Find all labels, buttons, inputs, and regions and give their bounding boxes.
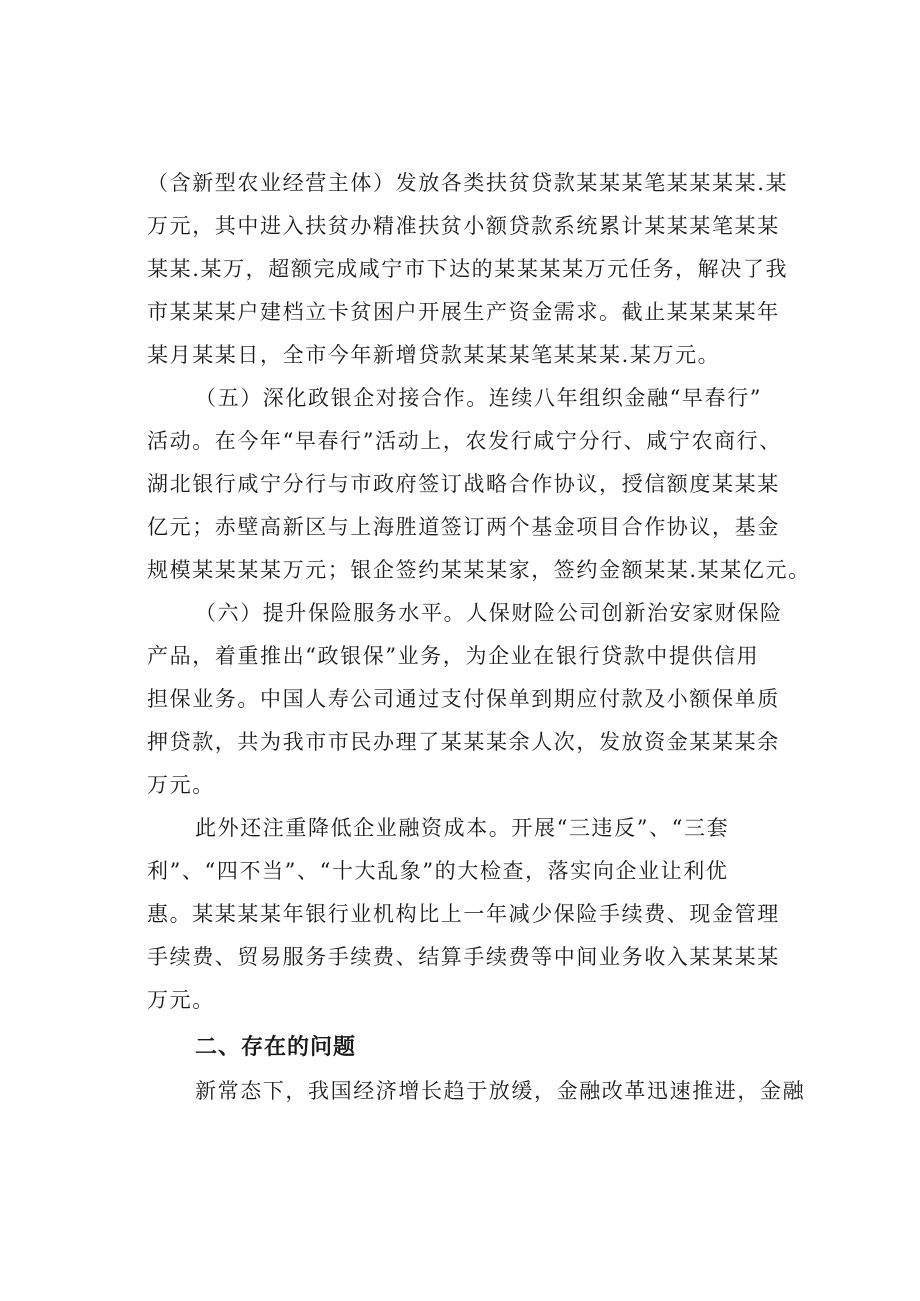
paragraph-line: 万元。 [147,988,215,1012]
paragraph-line: （含新型农业经营主体）发放各类扶贫贷款某某某笔某某某某.某 [147,171,789,195]
paragraph-line: 湖北银行咸宁分行与市政府签订战略合作协议，授信额度某某某 [147,472,780,496]
paragraph-line: （六）提升保险服务水平。人保财险公司创新治安家财保险 [195,601,783,625]
paragraph-line: 活动。在今年“早春行”活动上，农发行咸宁分行、咸宁农商行、 [147,429,782,453]
paragraph-line: 产品，着重推出“政银保”业务，为企业在银行贷款中提供信用 [147,644,760,668]
paragraph-line: 万元，其中进入扶贫办精准扶贫小额贷款系统累计某某某笔某某 [147,214,780,238]
paragraph-line: 某某.某万，超额完成咸宁市下达的某某某某万元任务，解决了我 [147,257,789,281]
paragraph-line: （五）深化政银企对接合作。连续八年组织金融“早春行” [195,386,763,410]
paragraph-line: 新常态下，我国经济增长趋于放缓，金融改革迅速推进，金融 [195,1079,806,1103]
paragraph-line: 手续费、贸易服务手续费、结算手续费等中间业务收入某某某某 [147,945,780,969]
paragraph-line: 亿元；赤壁高新区与上海胜道签订两个基金项目合作协议，基金 [147,515,780,539]
paragraph-line: 押贷款，共为我市市民办理了某某某余人次，发放资金某某某余 [147,730,780,754]
paragraph-line: 某月某某日，全市今年新增贷款某某某笔某某某.某万元。 [147,343,721,367]
paragraph-line: 担保业务。中国人寿公司通过支付保单到期应付款及小额保单质 [147,687,780,711]
paragraph-line: 利”、“四不当”、“十大乱象”的大检查，落实向企业让利优 [147,859,729,883]
paragraph-line: 规模某某某某万元；银企签约某某某家，签约金额某某.某某亿元。 [147,558,811,582]
paragraph-line: 万元。 [147,773,215,797]
section-heading: 二、存在的问题 [195,1035,357,1060]
paragraph-line: 此外还注重降低企业融资成本。开展“三违反”、“三套 [195,816,730,840]
paragraph-line: 惠。某某某某年银行业机构比上一年减少保险手续费、现金管理 [147,902,780,926]
paragraph-line: 市某某某户建档立卡贫困户开展生产资金需求。截止某某某某年 [147,300,780,324]
